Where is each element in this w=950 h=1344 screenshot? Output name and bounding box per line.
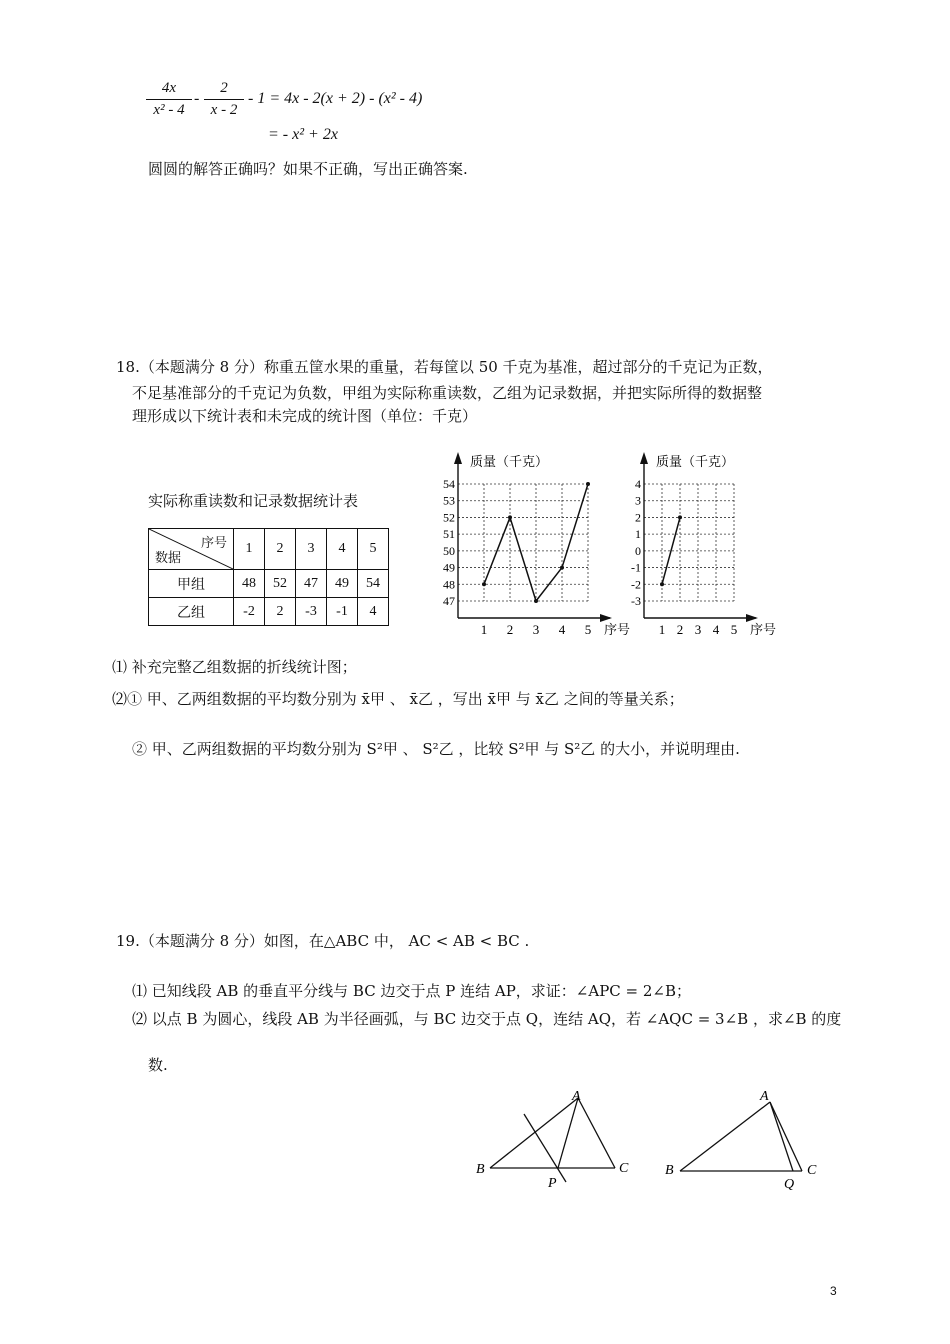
q19-part-2-cont: 数.	[148, 1056, 168, 1074]
data-point	[586, 482, 590, 486]
x-tick-label: 2	[676, 622, 684, 637]
fraction-1-denominator: x² - 4	[153, 102, 185, 118]
label-b: B	[476, 1162, 485, 1177]
table-cell: 47	[296, 570, 327, 598]
table-cell: 52	[265, 570, 296, 598]
col-header: 4	[327, 529, 358, 570]
data-point	[508, 515, 512, 519]
table-cell: 54	[358, 570, 389, 598]
y-axis-arrow	[454, 452, 462, 464]
y-tick-label: -1	[631, 560, 641, 575]
y-tick-label: 53	[443, 493, 455, 508]
figure-triangle-perpendicular-bisector	[470, 1086, 640, 1196]
corner-bottom-label: 数据	[155, 550, 182, 565]
label-b: B	[665, 1163, 674, 1178]
x-tick-label: 1	[658, 622, 666, 637]
y-tick-label: 1	[635, 527, 641, 542]
y-axis-label: 质量（千克）	[470, 454, 549, 469]
table-row	[149, 570, 389, 598]
y-tick-label: 51	[443, 527, 455, 542]
label-c: C	[619, 1161, 629, 1176]
figure-triangle-arc	[660, 1086, 830, 1196]
x-tick-label: 3	[694, 622, 702, 637]
label-a: A	[760, 1089, 769, 1104]
q19-line-1: 19.（本题满分 8 分）如图，在△ABC 中， AC < AB < BC .	[116, 932, 530, 950]
chart-group-b	[620, 448, 790, 648]
y-tick-label: 48	[443, 577, 455, 592]
table-row	[149, 598, 389, 626]
q18-part-2: ⑵① 甲、乙两组数据的平均数分别为 x̄甲 、 x̄乙 ，写出 x̄甲 与 x̄乙 之间的等量关系；	[112, 690, 684, 708]
label-q: Q	[784, 1177, 795, 1192]
segment-aq	[770, 1102, 793, 1171]
y-tick-label: 49	[443, 560, 455, 575]
equation-rhs-1: - 1 = 4x - 2(x + 2) - (x² - 4)	[248, 90, 423, 107]
table-title: 实际称重读数和记录数据统计表	[148, 492, 359, 510]
q18-part-3: ② 甲、乙两组数据的平均数分别为 S²甲 、 S²乙 ，比较 S²甲 与 S²乙 的大小，并说明理由.	[132, 740, 740, 758]
q18-line-3: 理形成以下统计表和未完成的统计图（单位：千克）	[132, 407, 478, 425]
x-tick-label: 1	[480, 622, 488, 637]
row-label: 甲组	[149, 570, 234, 598]
q18-line-2: 不足基准部分的千克记为负数，甲组为实际称重读数，乙组为记录数据，并把实际所得的数据整	[132, 384, 763, 402]
data-point	[482, 582, 486, 586]
x-tick-label: 3	[532, 622, 540, 637]
table-cell: -1	[327, 598, 358, 626]
label-p: P	[548, 1176, 557, 1191]
segment-ab	[680, 1102, 770, 1171]
x-tick-label: 4	[712, 622, 720, 637]
y-tick-label: -2	[631, 577, 641, 592]
table-cell: 48	[234, 570, 265, 598]
segment-ac	[770, 1102, 802, 1171]
y-tick-label: 52	[443, 510, 455, 525]
minus-sign: -	[194, 90, 200, 107]
fraction-2-denominator: x - 2	[210, 102, 238, 118]
q19-part-1: ⑴ 已知线段 AB 的垂直平分线与 BC 边交于点 P 连结 AP，求证：∠APC = 2∠B；	[132, 982, 692, 1000]
x-axis-label: 序号	[604, 622, 631, 637]
col-header: 2	[265, 529, 296, 570]
y-tick-label: 0	[635, 543, 641, 558]
chart-group-a	[430, 448, 640, 648]
y-tick-label: 4	[635, 477, 641, 491]
data-point	[560, 566, 564, 570]
q18-line-1: 18.（本题满分 8 分）称重五筐水果的重量，若每筐以 50 千克为基准，超过部分的千克记为正数，	[116, 358, 773, 376]
table-cell: 49	[327, 570, 358, 598]
table-cell: -3	[296, 598, 327, 626]
fraction-2	[204, 80, 244, 119]
equation-rhs-2: = - x² + 2x	[268, 126, 338, 143]
fraction-1-numerator: 4x	[161, 80, 177, 96]
x-tick-label: 5	[730, 622, 738, 637]
x-axis-arrow	[600, 614, 612, 622]
label-c: C	[807, 1163, 817, 1178]
y-tick-label: 3	[635, 493, 641, 508]
fraction-2-numerator: 2	[220, 80, 228, 96]
page-number: 3	[830, 1284, 837, 1298]
segment-ap	[558, 1098, 578, 1168]
label-a: A	[572, 1089, 581, 1104]
segment-ab	[490, 1098, 578, 1168]
y-tick-label: 50	[443, 543, 455, 558]
x-axis-label: 序号	[750, 622, 777, 637]
q18-part-1: ⑴ 补充完整乙组数据的折线统计图；	[112, 658, 357, 676]
segment-ac	[578, 1098, 615, 1168]
data-point	[678, 515, 682, 519]
y-tick-label: -3	[631, 594, 641, 608]
table-cell: 2	[265, 598, 296, 626]
x-tick-label: 2	[506, 622, 514, 637]
q19-part-2: ⑵ 以点 B 为圆心，线段 AB 为半径画弧，与 BC 边交于点 Q，连结 AQ，若 ∠AQC = 3∠B ，求∠B 的度	[132, 1010, 842, 1028]
fraction-1	[146, 80, 192, 119]
data-point	[534, 599, 538, 603]
data-point	[660, 582, 664, 586]
table-cell: -2	[234, 598, 265, 626]
col-header: 5	[358, 529, 389, 570]
col-header: 3	[296, 529, 327, 570]
table-cell: 4	[358, 598, 389, 626]
x-axis-arrow	[746, 614, 758, 622]
x-tick-label: 4	[558, 622, 566, 637]
table-corner-cell	[149, 529, 234, 570]
row-label: 乙组	[149, 598, 234, 626]
y-tick-label: 2	[635, 510, 641, 525]
question-text: 圆圆的解答正确吗？如果不正确，写出正确答案.	[148, 160, 468, 178]
corner-top-label: 序号	[200, 535, 227, 550]
y-axis-label: 质量（千克）	[656, 454, 735, 469]
x-tick-label: 5	[584, 622, 592, 637]
y-axis-arrow	[640, 452, 648, 464]
stats-table	[148, 528, 389, 626]
y-tick-label: 47	[443, 594, 455, 608]
col-header: 1	[234, 529, 265, 570]
y-tick-label: 54	[443, 477, 455, 491]
